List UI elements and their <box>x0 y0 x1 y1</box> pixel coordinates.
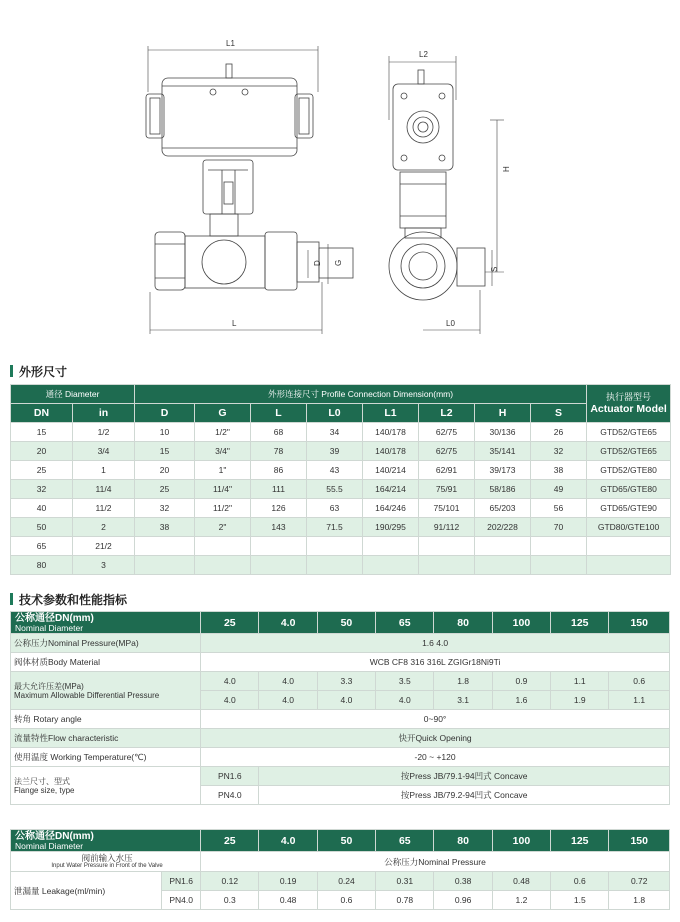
max-diff-label: 最大允许压差(MPa) Maximum Allowable Differential Pressure <box>11 672 201 710</box>
dim-L1: L1 <box>226 39 235 48</box>
leak-value: 0.72 <box>609 872 670 891</box>
leakage-table <box>10 829 670 910</box>
table-cell: 1/2" <box>195 423 251 442</box>
maxdiff-r2: 1.6 <box>492 691 550 710</box>
table-cell <box>195 556 251 575</box>
table-cell <box>135 537 195 556</box>
valve-technical-drawing <box>0 0 680 345</box>
maxdiff-r1: 4.0 <box>259 672 317 691</box>
table-cell: 140/178 <box>363 423 419 442</box>
section-title-parameters: 技术参数和性能指标 <box>10 591 127 608</box>
table-cell: 2" <box>195 518 251 537</box>
size-125: 125 <box>551 830 609 852</box>
table-cell: 65/203 <box>475 499 531 518</box>
table-cell <box>195 537 251 556</box>
body-material-value: WCB CF8 316 316L ZGIGr18Ni9Ti <box>201 653 670 672</box>
table-cell: 11/4 <box>73 480 135 499</box>
table-cell: 2 <box>73 518 135 537</box>
table-cell: 11/2 <box>73 499 135 518</box>
size-150: 150 <box>609 612 670 634</box>
maxdiff-r2: 4.0 <box>201 691 259 710</box>
table-cell: 39 <box>307 442 363 461</box>
table-cell: 190/295 <box>363 518 419 537</box>
table-cell: 65 <box>11 537 73 556</box>
table-cell: 38 <box>135 518 195 537</box>
front-view <box>146 64 353 290</box>
leak-value: 0.38 <box>434 872 492 891</box>
table-cell <box>587 556 671 575</box>
leak-value: 0.96 <box>434 891 492 910</box>
col-L1: L1 <box>363 404 419 423</box>
table-cell: 43 <box>307 461 363 480</box>
size-25: 25 <box>201 612 259 634</box>
maxdiff-r2: 4.0 <box>259 691 317 710</box>
col-S: S <box>531 404 587 423</box>
col-G: G <box>195 404 251 423</box>
leak-value: 0.3 <box>201 891 259 910</box>
table-cell <box>135 556 195 575</box>
table-cell: 1/2 <box>73 423 135 442</box>
maxdiff-r1: 3.5 <box>376 672 434 691</box>
size-80: 80 <box>434 612 492 634</box>
table-cell: GTD65/GTE80 <box>587 480 671 499</box>
table-cell: 39/173 <box>475 461 531 480</box>
table-cell: 10 <box>135 423 195 442</box>
table-cell: 75/101 <box>419 499 475 518</box>
parameter-table <box>10 611 670 805</box>
table-cell: 55.5 <box>307 480 363 499</box>
nominal-diameter-header: 公称通径DN(mm) Nominal Diameter <box>11 612 201 634</box>
table-cell <box>419 556 475 575</box>
leak-pn: PN4.0 <box>162 891 201 910</box>
dimension-table <box>10 384 671 575</box>
table-row <box>11 423 671 442</box>
table-row <box>11 518 671 537</box>
size-80: 80 <box>434 830 492 852</box>
table-cell: 32 <box>135 499 195 518</box>
pressure-value: 1.6 4.0 <box>201 634 670 653</box>
size-65: 65 <box>376 830 434 852</box>
leak-value: 1.5 <box>551 891 609 910</box>
leak-value: 0.6 <box>551 872 609 891</box>
table-row <box>11 537 671 556</box>
leak-value: 0.6 <box>317 891 375 910</box>
maxdiff-r1: 0.6 <box>609 672 670 691</box>
table-cell: 70 <box>531 518 587 537</box>
table-cell: 71.5 <box>307 518 363 537</box>
table-cell: GTD80/GTE100 <box>587 518 671 537</box>
size-25: 25 <box>201 830 259 852</box>
table-cell: 58/186 <box>475 480 531 499</box>
table-cell: 62/75 <box>419 423 475 442</box>
actuator-header: 执行器型号 Actuator Model <box>587 385 671 423</box>
maxdiff-r2: 4.0 <box>376 691 434 710</box>
col-L2: L2 <box>419 404 475 423</box>
table-cell: 40 <box>11 499 73 518</box>
table-cell: 62/91 <box>419 461 475 480</box>
flange-label: 法兰尺寸、型式 Flange size, type <box>11 767 201 805</box>
table-cell: GTD52/GTE65 <box>587 442 671 461</box>
flow-label: 流量特性Flow characteristic <box>11 729 201 748</box>
table-cell: 91/112 <box>419 518 475 537</box>
leak-value: 0.48 <box>492 872 550 891</box>
table-cell <box>475 556 531 575</box>
temperature-value: -20 ~ +120 <box>201 748 670 767</box>
maxdiff-r1: 4.0 <box>201 672 259 691</box>
table-cell: 1 <box>73 461 135 480</box>
table-cell <box>307 556 363 575</box>
col-H: H <box>475 404 531 423</box>
table-cell: 25 <box>11 461 73 480</box>
table-cell: GTD52/GTE65 <box>587 423 671 442</box>
table-cell: 140/214 <box>363 461 419 480</box>
size-100: 100 <box>492 830 550 852</box>
table-cell: 111 <box>251 480 307 499</box>
table-row <box>11 556 671 575</box>
table-cell: GTD52/GTE80 <box>587 461 671 480</box>
flange-pn: PN1.6 <box>201 767 259 786</box>
table-cell: 3 <box>73 556 135 575</box>
flow-value: 快开Quick Opening <box>201 729 670 748</box>
table-cell: 30/136 <box>475 423 531 442</box>
leak-value: 0.78 <box>376 891 434 910</box>
table-cell: 62/75 <box>419 442 475 461</box>
table-cell: 20 <box>11 442 73 461</box>
size-65: 65 <box>376 612 434 634</box>
flange-value: 按Press JB/79.1-94凹式 Concave <box>259 767 670 786</box>
leakage-label: 泄漏量 Leakage(ml/min) <box>11 872 162 910</box>
table-cell: 15 <box>135 442 195 461</box>
table-cell: 11/4" <box>195 480 251 499</box>
table-cell: 126 <box>251 499 307 518</box>
maxdiff-r1: 0.9 <box>492 672 550 691</box>
table-cell: 15 <box>11 423 73 442</box>
body-material-label: 阀体材质Body Material <box>11 653 201 672</box>
temperature-label: 使用温度 Working Temperature(℃) <box>11 748 201 767</box>
inlet-pressure-value: 公称压力Nominal Pressure <box>201 852 670 872</box>
maxdiff-r2: 1.1 <box>609 691 670 710</box>
col-DN: DN <box>11 404 73 423</box>
side-view <box>389 70 485 300</box>
table-cell <box>531 556 587 575</box>
table-cell <box>363 556 419 575</box>
leak-value: 0.24 <box>317 872 375 891</box>
dim-S: S <box>490 266 499 272</box>
dim-D: D <box>313 260 322 266</box>
profile-header: 外形连接尺寸 Profile Connection Dimension(mm) <box>135 385 587 404</box>
table-cell: 86 <box>251 461 307 480</box>
size-4: 4.0 <box>259 612 317 634</box>
table-cell: 3/4 <box>73 442 135 461</box>
table-cell: 49 <box>531 480 587 499</box>
nominal-diameter-header-2: 公称通径DN(mm) Nominal Diameter <box>11 830 201 852</box>
table-cell: 143 <box>251 518 307 537</box>
table-cell: 26 <box>531 423 587 442</box>
size-50: 50 <box>317 830 375 852</box>
size-150: 150 <box>609 830 670 852</box>
table-cell: 56 <box>531 499 587 518</box>
leak-pn: PN1.6 <box>162 872 201 891</box>
table-cell <box>419 537 475 556</box>
maxdiff-r1: 3.3 <box>317 672 375 691</box>
dim-L2: L2 <box>419 50 428 59</box>
col-L0: L0 <box>307 404 363 423</box>
table-cell: 202/228 <box>475 518 531 537</box>
table-cell <box>531 537 587 556</box>
table-cell <box>475 537 531 556</box>
dim-L: L <box>232 319 237 328</box>
table-cell: 1" <box>195 461 251 480</box>
table-cell: 164/214 <box>363 480 419 499</box>
leak-value: 1.8 <box>609 891 670 910</box>
leak-value: 0.12 <box>201 872 259 891</box>
flange-value: 按Press JB/79.2-94凹式 Concave <box>259 786 670 805</box>
table-cell: 68 <box>251 423 307 442</box>
table-cell: GTD65/GTE90 <box>587 499 671 518</box>
table-cell: 50 <box>11 518 73 537</box>
size-125: 125 <box>551 612 609 634</box>
dim-H: H <box>502 166 511 172</box>
table-cell: 25 <box>135 480 195 499</box>
table-cell: 38 <box>531 461 587 480</box>
table-cell: 20 <box>135 461 195 480</box>
table-cell: 21/2 <box>73 537 135 556</box>
dim-G: G <box>334 259 343 266</box>
size-4: 4.0 <box>259 830 317 852</box>
table-cell <box>251 556 307 575</box>
table-cell: 11/2" <box>195 499 251 518</box>
table-cell <box>587 537 671 556</box>
leak-value: 0.19 <box>259 872 317 891</box>
table-row <box>11 442 671 461</box>
table-cell: 78 <box>251 442 307 461</box>
table-cell: 140/178 <box>363 442 419 461</box>
table-row <box>11 461 671 480</box>
leak-value: 0.48 <box>259 891 317 910</box>
col-in: in <box>73 404 135 423</box>
maxdiff-r2: 3.1 <box>434 691 492 710</box>
leak-value: 1.2 <box>492 891 550 910</box>
rotary-value: 0~90° <box>201 710 670 729</box>
dim-L0: L0 <box>446 319 455 328</box>
table-cell <box>251 537 307 556</box>
maxdiff-r2: 4.0 <box>317 691 375 710</box>
table-cell: 80 <box>11 556 73 575</box>
flange-pn: PN4.0 <box>201 786 259 805</box>
table-cell: 164/246 <box>363 499 419 518</box>
table-cell: 75/91 <box>419 480 475 499</box>
table-cell: 34 <box>307 423 363 442</box>
table-cell: 3/4" <box>195 442 251 461</box>
size-50: 50 <box>317 612 375 634</box>
col-L: L <box>251 404 307 423</box>
table-cell <box>307 537 363 556</box>
maxdiff-r1: 1.8 <box>434 672 492 691</box>
maxdiff-r2: 1.9 <box>551 691 609 710</box>
table-cell: 63 <box>307 499 363 518</box>
table-row <box>11 499 671 518</box>
section-title-dimensions: 外形尺寸 <box>10 363 67 380</box>
pressure-label: 公称压力Nominal Pressure(MPa) <box>11 634 201 653</box>
table-cell <box>363 537 419 556</box>
table-cell: 32 <box>11 480 73 499</box>
size-100: 100 <box>492 612 550 634</box>
table-cell: 32 <box>531 442 587 461</box>
maxdiff-r1: 1.1 <box>551 672 609 691</box>
col-D: D <box>135 404 195 423</box>
leak-value: 0.31 <box>376 872 434 891</box>
table-cell: 35/141 <box>475 442 531 461</box>
table-row <box>11 480 671 499</box>
diameter-header: 通径 Diameter <box>11 385 135 404</box>
inlet-pressure-label: 阀前输入水压 Input Water Pressure in Front of the Valve <box>11 852 201 872</box>
rotary-label: 转角 Rotary angle <box>11 710 201 729</box>
